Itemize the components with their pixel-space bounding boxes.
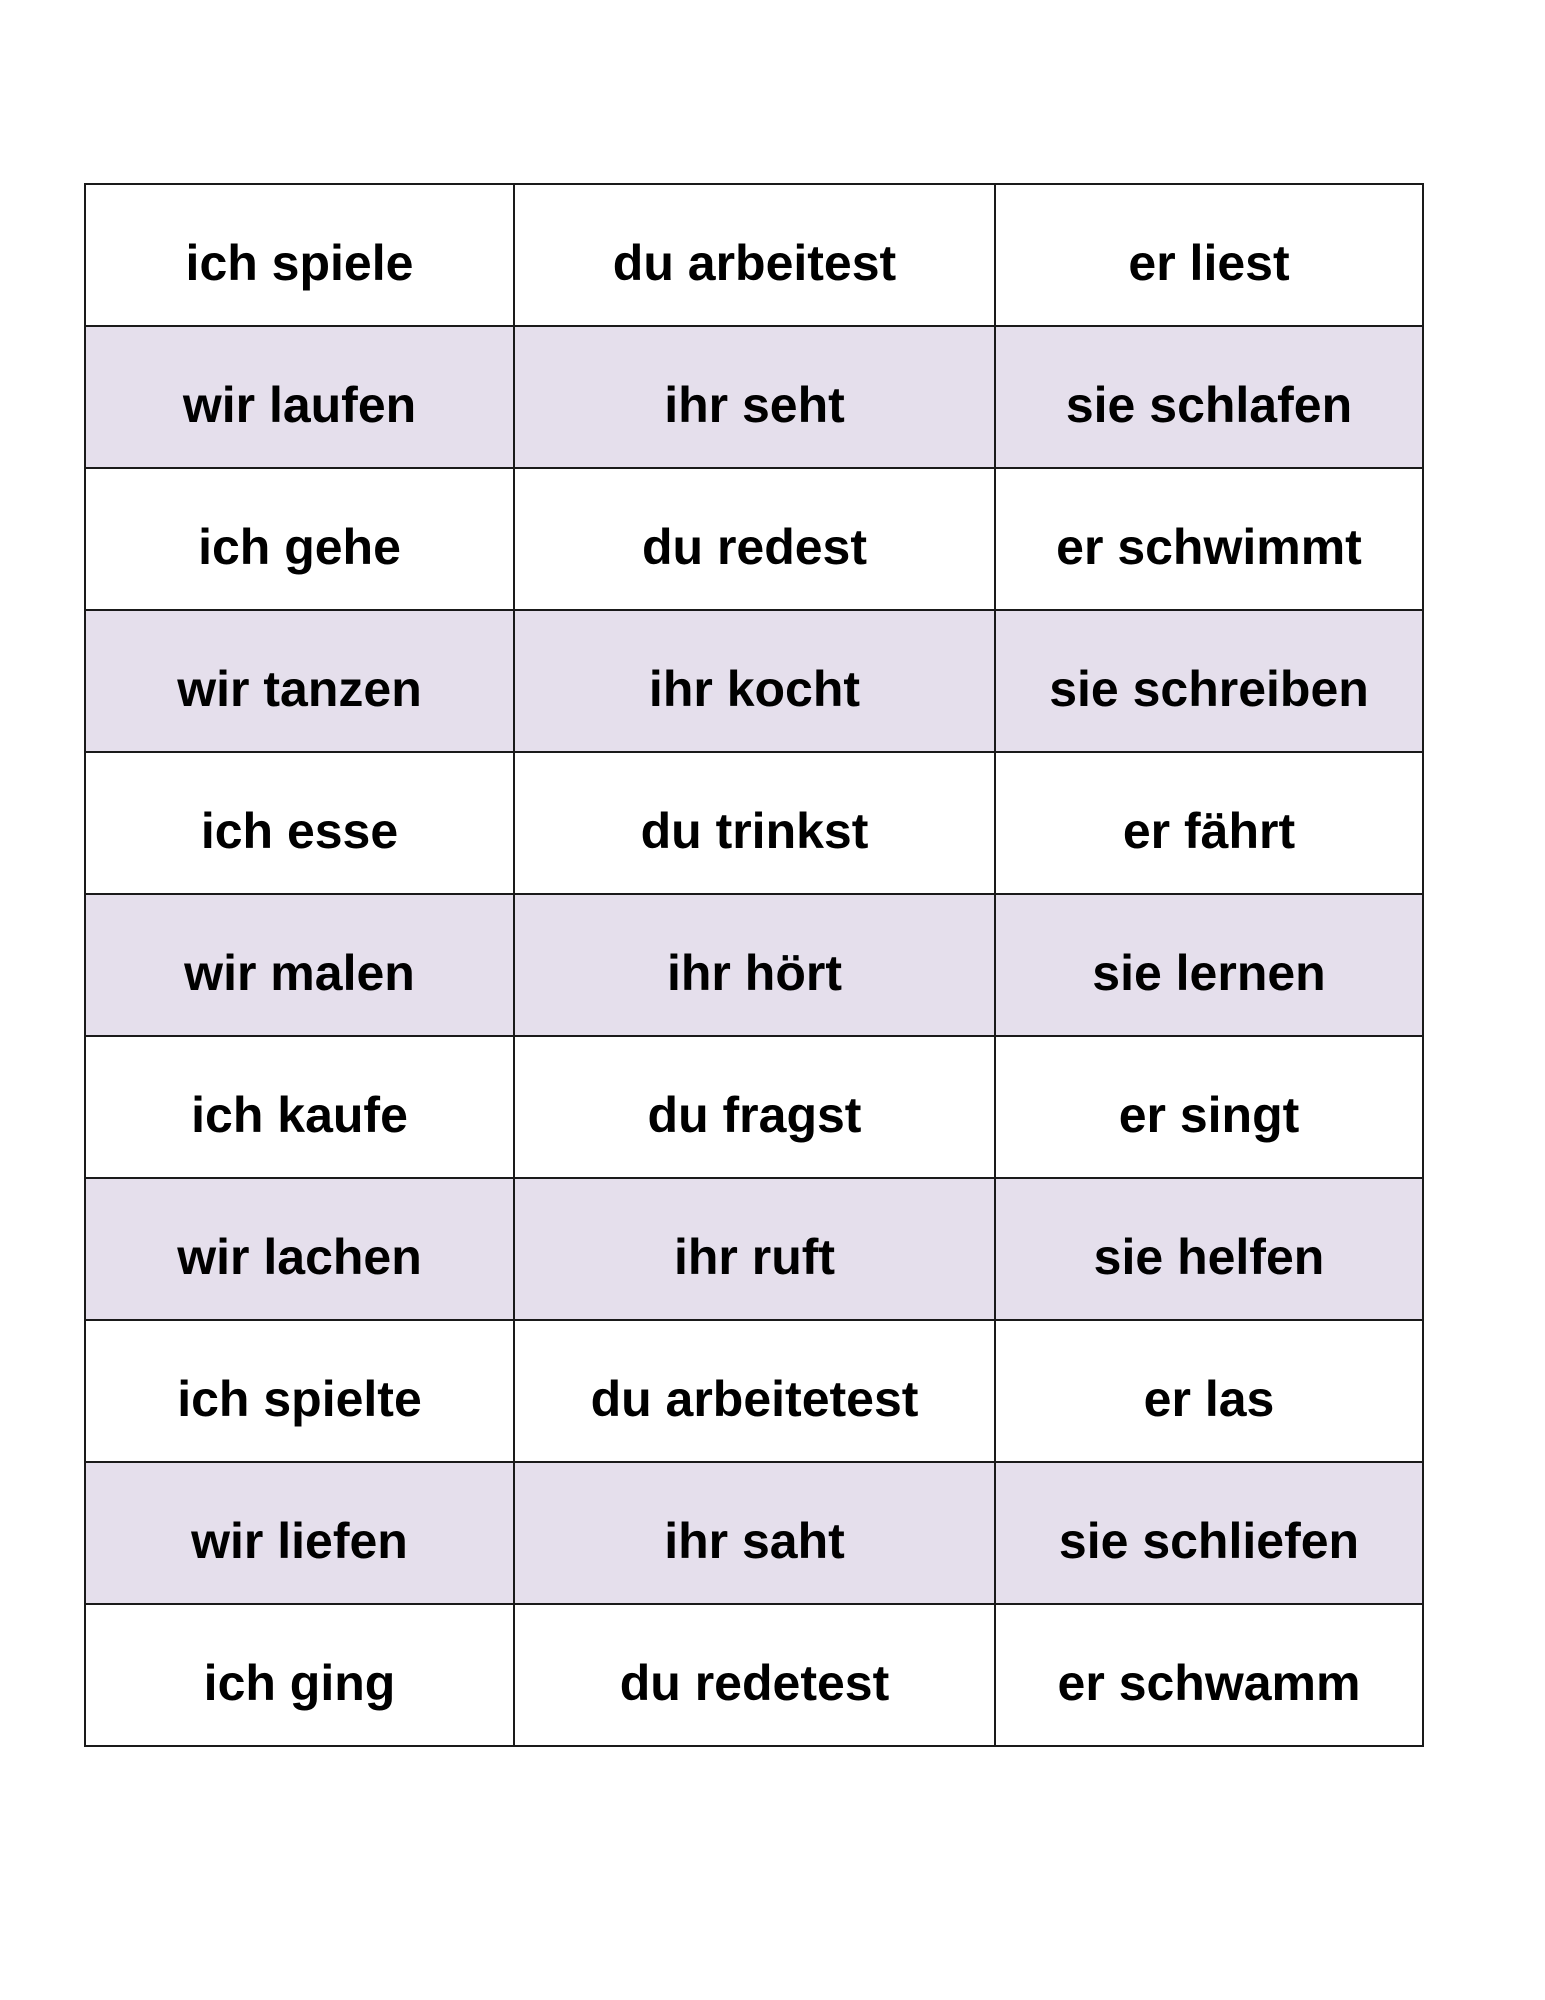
table-cell: ich spiele: [85, 184, 514, 326]
table-cell: ich esse: [85, 752, 514, 894]
table-cell: er schwimmt: [995, 468, 1423, 610]
table-cell: wir lachen: [85, 1178, 514, 1320]
table-row: [85, 1462, 1423, 1604]
table-cell: ich kaufe: [85, 1036, 514, 1178]
table-cell: du arbeitetest: [514, 1320, 995, 1462]
table-cell: sie schreiben: [995, 610, 1423, 752]
table-cell: sie lernen: [995, 894, 1423, 1036]
table-cell: wir malen: [85, 894, 514, 1036]
table-cell: wir laufen: [85, 326, 514, 468]
table-cell: sie helfen: [995, 1178, 1423, 1320]
table-cell: sie schliefen: [995, 1462, 1423, 1604]
table-cell: ihr ruft: [514, 1178, 995, 1320]
table-cell: ich ging: [85, 1604, 514, 1746]
table-cell: er las: [995, 1320, 1423, 1462]
table-cell: ihr hört: [514, 894, 995, 1036]
table-row: [85, 468, 1423, 610]
table-cell: ich spielte: [85, 1320, 514, 1462]
table-row: [85, 894, 1423, 1036]
table-row: [85, 1604, 1423, 1746]
table-cell: wir tanzen: [85, 610, 514, 752]
table-cell: ihr saht: [514, 1462, 995, 1604]
table-row: [85, 610, 1423, 752]
table-row: [85, 326, 1423, 468]
table-cell: ihr kocht: [514, 610, 995, 752]
table-cell: du fragst: [514, 1036, 995, 1178]
table-cell: du arbeitest: [514, 184, 995, 326]
table-cell: wir liefen: [85, 1462, 514, 1604]
table-cell: er fährt: [995, 752, 1423, 894]
table-row: [85, 1036, 1423, 1178]
table-cell: ihr seht: [514, 326, 995, 468]
table-cell: er schwamm: [995, 1604, 1423, 1746]
table-row: [85, 1320, 1423, 1462]
table-cell: sie schlafen: [995, 326, 1423, 468]
table-cell: er singt: [995, 1036, 1423, 1178]
verb-conjugation-table: [84, 183, 1424, 1747]
table-cell: er liest: [995, 184, 1423, 326]
table-cell: du redest: [514, 468, 995, 610]
table-row: [85, 1178, 1423, 1320]
table-cell: du trinkst: [514, 752, 995, 894]
table-cell: ich gehe: [85, 468, 514, 610]
table-cell: du redetest: [514, 1604, 995, 1746]
table-row: [85, 752, 1423, 894]
table-row: [85, 184, 1423, 326]
